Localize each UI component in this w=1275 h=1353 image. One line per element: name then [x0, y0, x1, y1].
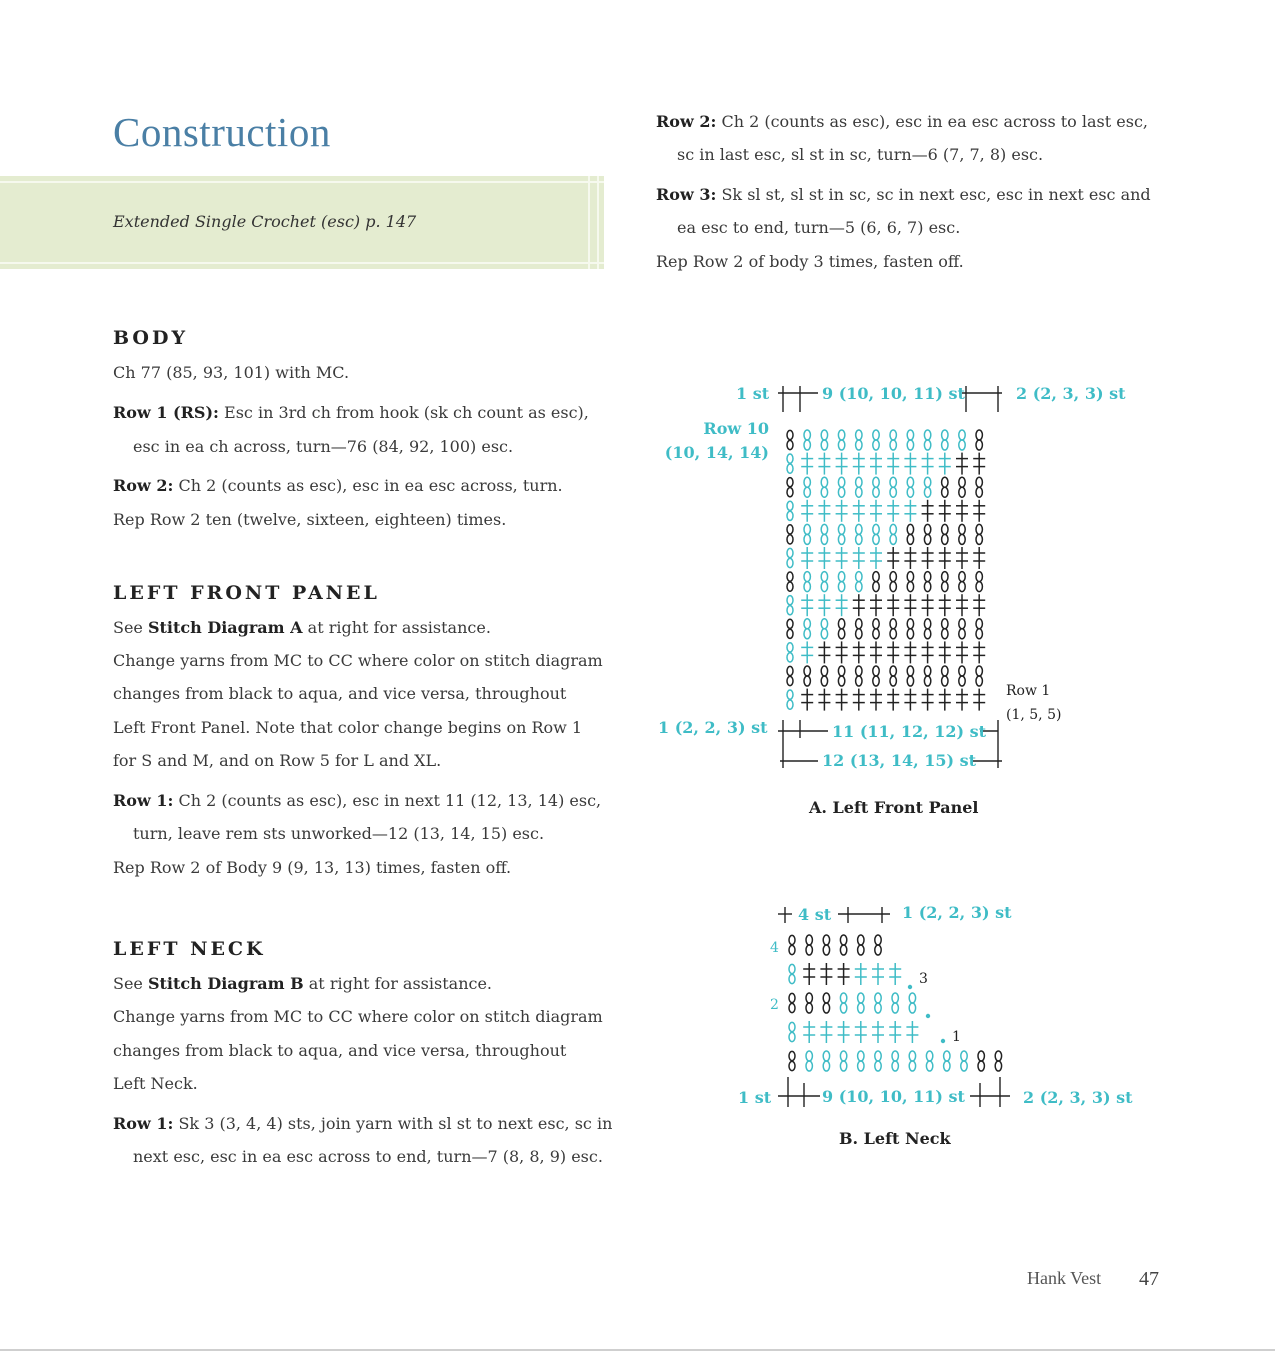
- row-label: Row 1:: [113, 1114, 174, 1133]
- esc-stitch-symbol: [801, 641, 813, 663]
- ln-row1: [113, 1114, 612, 1133]
- esc-stitch-symbol: [818, 547, 830, 569]
- esc-stitch-symbol: [801, 500, 813, 522]
- section-heading-left-front-panel: LEFT FRONT PANEL: [113, 582, 380, 604]
- esc-stitch-symbol: [870, 500, 882, 522]
- esc-stitch-symbol: [804, 477, 810, 497]
- esc-stitch-symbol: [838, 666, 844, 686]
- esc-stitch-symbol: [838, 477, 844, 497]
- esc-stitch-symbol: [838, 619, 844, 639]
- esc-stitch-symbol: [875, 1051, 881, 1071]
- turning-chain-symbol: [787, 596, 793, 615]
- esc-stitch-symbol: [856, 524, 862, 544]
- reference-banner: [0, 176, 604, 269]
- esc-stitch-symbol: [887, 500, 899, 522]
- esc-stitch-symbol: [942, 477, 948, 497]
- turning-chain-symbol: [789, 964, 795, 983]
- rc-row2: [656, 112, 1148, 131]
- esc-stitch-symbol: [922, 547, 934, 569]
- esc-stitch-symbol: [922, 453, 934, 475]
- diagram-b-caption: B. Left Neck: [839, 1129, 951, 1148]
- body-text: Ch 77 (85, 93, 101) with MC.: [113, 363, 350, 382]
- esc-stitch-symbol: [973, 641, 985, 663]
- banner-rule: [588, 176, 590, 269]
- esc-stitch-symbol: [858, 993, 864, 1013]
- section-heading-left-neck: LEFT NECK: [113, 938, 266, 960]
- esc-stitch-symbol: [838, 524, 844, 544]
- esc-stitch-symbol: [872, 1021, 884, 1043]
- row-label: Row 1 (RS):: [113, 403, 219, 422]
- row-text: Ch 2 (counts as esc), esc in ea esc across, turn.: [173, 476, 563, 495]
- esc-stitch-symbol: [939, 453, 951, 475]
- esc-stitch-symbol: [838, 430, 844, 450]
- esc-stitch-symbol: [858, 1051, 864, 1071]
- dim-label: 1 st: [738, 1088, 772, 1107]
- turning-chain-symbol: [787, 690, 793, 709]
- diagram-reference: Stitch Diagram B: [147, 974, 304, 993]
- esc-stitch-symbol: [820, 1021, 832, 1043]
- row-number: 3: [919, 971, 928, 987]
- esc-stitch-symbol: [922, 641, 934, 663]
- esc-stitch-symbol: [873, 524, 879, 544]
- esc-stitch-symbol: [856, 430, 862, 450]
- turning-chain-symbol: [789, 993, 795, 1012]
- turning-chain-symbol: [787, 454, 793, 473]
- esc-stitch-symbol: [806, 1051, 812, 1071]
- esc-stitch-symbol: [821, 477, 827, 497]
- esc-stitch-symbol: [823, 993, 829, 1013]
- esc-stitch-symbol: [836, 641, 848, 663]
- stitch-diagram-a: [640, 370, 1160, 790]
- esc-stitch-symbol: [904, 547, 916, 569]
- turning-chain-symbol: [787, 478, 793, 497]
- slip-stitch-dot: [941, 1039, 945, 1043]
- ln-line: Change yarns from MC to CC where color on stitch diagram: [113, 1007, 603, 1026]
- lfp-see: [113, 618, 491, 637]
- esc-stitch-symbol: [909, 1051, 915, 1071]
- esc-stitch-symbol: [823, 1051, 829, 1071]
- esc-stitch-symbol: [836, 594, 848, 616]
- esc-stitch-symbol: [818, 689, 830, 711]
- ln-see: [113, 974, 492, 993]
- rc-rep: Rep Row 2 of body 3 times, fasten off.: [656, 252, 964, 271]
- turning-chain-symbol: [787, 501, 793, 520]
- esc-stitch-symbol: [956, 500, 968, 522]
- esc-stitch-symbol: [890, 524, 896, 544]
- esc-stitch-symbol: [801, 453, 813, 475]
- diagram-a-caption: A. Left Front Panel: [809, 798, 979, 817]
- esc-stitch-symbol: [889, 1021, 901, 1043]
- turning-chain-symbol: [787, 525, 793, 544]
- body-row1-cont: [133, 437, 513, 456]
- row-label: Row 3:: [656, 185, 717, 204]
- slip-stitch-dot: [926, 1014, 930, 1018]
- esc-stitch-symbol: [976, 619, 982, 639]
- turning-chain-symbol: [787, 619, 793, 638]
- esc-stitch-symbol: [804, 430, 810, 450]
- esc-stitch-symbol: [872, 963, 884, 985]
- see-text: See: [113, 618, 148, 637]
- esc-stitch-symbol: [818, 453, 830, 475]
- esc-stitch-symbol: [906, 1021, 918, 1043]
- body-rep: [113, 510, 506, 529]
- esc-stitch-symbol: [956, 453, 968, 475]
- turning-chain-symbol: [787, 572, 793, 591]
- esc-stitch-symbol: [939, 594, 951, 616]
- body-row2: [113, 476, 563, 495]
- esc-stitch-symbol: [838, 963, 850, 985]
- row-text: Ch 2 (counts as esc), esc in next 11 (12, 13, 14) esc,: [173, 791, 602, 810]
- esc-stitch-symbol: [836, 689, 848, 711]
- banner-note: Extended Single Crochet (esc) p. 147: [113, 212, 417, 231]
- turning-chain-symbol: [789, 1022, 795, 1041]
- lfp-line: for S and M, and on Row 5 for L and XL.: [113, 751, 442, 770]
- esc-stitch-symbol: [875, 935, 881, 955]
- row-text: Rep Row 2 ten (twelve, sixteen, eighteen) times.: [113, 510, 507, 529]
- esc-stitch-symbol: [821, 572, 827, 592]
- esc-stitch-symbol: [892, 993, 898, 1013]
- esc-stitch-symbol: [904, 594, 916, 616]
- row-number: 4: [770, 940, 779, 956]
- esc-stitch-symbol: [909, 993, 915, 1013]
- esc-stitch-symbol: [836, 500, 848, 522]
- esc-stitch-symbol: [806, 935, 812, 955]
- lfp-line: changes from black to aqua, and vice versa, throughout: [113, 684, 567, 703]
- esc-stitch-symbol: [853, 547, 865, 569]
- esc-stitch-symbol: [956, 547, 968, 569]
- dim-label: 2 (2, 3, 3) st: [1016, 384, 1126, 403]
- rc-row3-cont: ea esc to end, turn—5 (6, 6, 7) esc.: [677, 218, 961, 237]
- rc-row3: [656, 185, 1151, 204]
- lfp-row1-cont: turn, leave rem sts unworked—12 (13, 14, 15) esc.: [133, 824, 545, 843]
- esc-stitch-symbol: [924, 572, 930, 592]
- esc-stitch-symbol: [803, 1021, 815, 1043]
- esc-stitch-symbol: [976, 477, 982, 497]
- esc-stitch-symbol: [870, 641, 882, 663]
- esc-stitch-symbol: [942, 524, 948, 544]
- dim-label: 4 st: [798, 905, 832, 924]
- dim-label: 9 (10, 10, 11) st: [822, 384, 965, 403]
- turning-chain-symbol: [787, 666, 793, 685]
- esc-stitch-symbol: [939, 641, 951, 663]
- turning-chain-symbol: [787, 643, 793, 662]
- esc-stitch-symbol: [907, 430, 913, 450]
- esc-stitch-symbol: [887, 453, 899, 475]
- esc-stitch-symbol: [836, 547, 848, 569]
- esc-stitch-symbol: [922, 500, 934, 522]
- esc-stitch-symbol: [803, 963, 815, 985]
- esc-stitch-symbol: [873, 572, 879, 592]
- esc-stitch-symbol: [806, 993, 812, 1013]
- footer-pattern-name: Hank Vest: [1027, 1268, 1102, 1288]
- esc-stitch-symbol: [853, 500, 865, 522]
- esc-stitch-symbol: [907, 572, 913, 592]
- esc-stitch-symbol: [818, 500, 830, 522]
- esc-stitch-symbol: [942, 619, 948, 639]
- slip-stitch-dot: [908, 985, 912, 989]
- body-line: [113, 363, 349, 382]
- esc-stitch-symbol: [956, 641, 968, 663]
- esc-stitch-symbol: [838, 572, 844, 592]
- esc-stitch-symbol: [959, 524, 965, 544]
- esc-stitch-symbol: [855, 963, 867, 985]
- esc-stitch-symbol: [873, 477, 879, 497]
- esc-stitch-symbol: [870, 594, 882, 616]
- esc-stitch-symbol: [801, 594, 813, 616]
- esc-stitch-symbol: [924, 524, 930, 544]
- esc-stitch-symbol: [956, 689, 968, 711]
- dim-label: 2 (2, 3, 3) st: [1023, 1088, 1133, 1107]
- esc-stitch-symbol: [818, 641, 830, 663]
- row-text: Sk 3 (3, 4, 4) sts, join yarn with sl st to next esc, sc in: [173, 1114, 613, 1133]
- esc-stitch-symbol: [973, 453, 985, 475]
- section-heading-body: BODY: [113, 327, 189, 349]
- esc-stitch-symbol: [924, 477, 930, 497]
- esc-stitch-symbol: [907, 666, 913, 686]
- row-label: Row 2:: [113, 476, 174, 495]
- row-text: Sk sl st, sl st in sc, sc in next esc, esc in next esc and: [716, 185, 1151, 204]
- esc-stitch-symbol: [823, 935, 829, 955]
- esc-stitch-symbol: [856, 619, 862, 639]
- esc-stitch-symbol: [978, 1051, 984, 1071]
- see-text: at right for assistance.: [303, 974, 493, 993]
- esc-stitch-symbol: [804, 666, 810, 686]
- esc-stitch-symbol: [973, 594, 985, 616]
- ln-row1-cont: next esc, esc in ea esc across to end, turn—7 (8, 8, 9) esc.: [133, 1147, 603, 1166]
- esc-stitch-symbol: [821, 430, 827, 450]
- esc-stitch-symbol: [907, 477, 913, 497]
- row-text: esc in ea ch across, turn—76 (84, 92, 100) esc.: [133, 437, 514, 456]
- esc-stitch-symbol: [942, 572, 948, 592]
- esc-stitch-symbol: [853, 453, 865, 475]
- esc-stitch-symbol: [922, 594, 934, 616]
- esc-stitch-symbol: [836, 453, 848, 475]
- esc-stitch-symbol: [976, 572, 982, 592]
- see-text: See: [113, 974, 148, 993]
- stitch-diagram-b: [700, 895, 1150, 1120]
- lfp-row1: [113, 791, 601, 810]
- esc-stitch-symbol: [995, 1051, 1001, 1071]
- esc-stitch-symbol: [890, 572, 896, 592]
- esc-stitch-symbol: [804, 524, 810, 544]
- esc-stitch-symbol: [856, 477, 862, 497]
- row-text: Esc in 3rd ch from hook (sk ch count as esc),: [218, 403, 589, 422]
- turning-chain-symbol: [787, 430, 793, 449]
- esc-stitch-symbol: [873, 430, 879, 450]
- esc-stitch-symbol: [887, 689, 899, 711]
- esc-stitch-symbol: [959, 572, 965, 592]
- row-label: Row 1:: [113, 791, 174, 810]
- row-label: Row 10: [703, 419, 769, 438]
- esc-stitch-symbol: [959, 430, 965, 450]
- esc-stitch-symbol: [856, 666, 862, 686]
- esc-stitch-symbol: [956, 594, 968, 616]
- esc-stitch-symbol: [821, 619, 827, 639]
- esc-stitch-symbol: [840, 1051, 846, 1071]
- esc-stitch-symbol: [853, 594, 865, 616]
- esc-stitch-symbol: [858, 935, 864, 955]
- ln-line: changes from black to aqua, and vice versa, throughout: [113, 1041, 567, 1060]
- turning-chain-symbol: [789, 1051, 795, 1070]
- esc-stitch-symbol: [838, 1021, 850, 1043]
- esc-stitch-symbol: [924, 619, 930, 639]
- dim-label: 9 (10, 10, 11) st: [822, 1087, 965, 1106]
- page-bottom-rule: [0, 1349, 1275, 1351]
- esc-stitch-symbol: [976, 666, 982, 686]
- esc-stitch-symbol: [907, 619, 913, 639]
- esc-stitch-symbol: [887, 594, 899, 616]
- esc-stitch-symbol: [890, 430, 896, 450]
- esc-stitch-symbol: [976, 524, 982, 544]
- row-label: (10, 14, 14): [664, 443, 769, 462]
- row-text: Ch 2 (counts as esc), esc in ea esc across to last esc,: [716, 112, 1149, 131]
- stitch-grid-b: [789, 935, 1002, 1071]
- lfp-line: Change yarns from MC to CC where color on stitch diagram: [113, 651, 603, 670]
- row-label: (1, 5, 5): [1006, 707, 1062, 723]
- esc-stitch-symbol: [924, 430, 930, 450]
- diagram-reference: Stitch Diagram A: [147, 618, 303, 637]
- esc-stitch-symbol: [892, 1051, 898, 1071]
- row-label: Row 1: [1006, 683, 1051, 699]
- esc-stitch-symbol: [959, 619, 965, 639]
- esc-stitch-symbol: [926, 1051, 932, 1071]
- esc-stitch-symbol: [804, 572, 810, 592]
- dim-label: 11 (11, 12, 12) st: [832, 722, 987, 741]
- esc-stitch-symbol: [973, 689, 985, 711]
- esc-stitch-symbol: [818, 594, 830, 616]
- esc-stitch-symbol: [959, 477, 965, 497]
- esc-stitch-symbol: [801, 547, 813, 569]
- page-title: Construction: [113, 109, 331, 155]
- esc-stitch-symbol: [890, 619, 896, 639]
- dim-label: 1 (2, 2, 3) st: [902, 903, 1012, 922]
- lfp-rep: Rep Row 2 of Body 9 (9, 13, 13) times, fasten off.: [113, 858, 512, 877]
- esc-stitch-symbol: [840, 993, 846, 1013]
- esc-stitch-symbol: [840, 935, 846, 955]
- esc-stitch-symbol: [853, 689, 865, 711]
- rc-row2-cont: sc in last esc, sl st in sc, turn—6 (7, 7, 8) esc.: [677, 145, 1044, 164]
- stitch-grid-a: [787, 430, 985, 711]
- esc-stitch-symbol: [804, 619, 810, 639]
- esc-stitch-symbol: [821, 524, 827, 544]
- esc-stitch-symbol: [904, 689, 916, 711]
- dim-label: 12 (13, 14, 15) st: [822, 751, 977, 770]
- esc-stitch-symbol: [820, 963, 832, 985]
- turning-chain-symbol: [789, 935, 795, 954]
- esc-stitch-symbol: [942, 666, 948, 686]
- esc-stitch-symbol: [890, 477, 896, 497]
- body-row1: [113, 403, 589, 422]
- esc-stitch-symbol: [976, 430, 982, 450]
- ln-line: Left Neck.: [113, 1074, 198, 1093]
- esc-stitch-symbol: [939, 689, 951, 711]
- esc-stitch-symbol: [924, 666, 930, 686]
- esc-stitch-symbol: [801, 689, 813, 711]
- see-text: at right for assistance.: [302, 618, 491, 637]
- dim-label: 1 (2, 2, 3) st: [658, 718, 768, 737]
- esc-stitch-symbol: [922, 689, 934, 711]
- row-label: Row 2:: [656, 112, 717, 131]
- esc-stitch-symbol: [942, 430, 948, 450]
- esc-stitch-symbol: [873, 666, 879, 686]
- esc-stitch-symbol: [821, 666, 827, 686]
- esc-stitch-symbol: [875, 993, 881, 1013]
- page-number: 47: [1139, 1268, 1159, 1290]
- esc-stitch-symbol: [890, 666, 896, 686]
- esc-stitch-symbol: [939, 500, 951, 522]
- esc-stitch-symbol: [887, 641, 899, 663]
- row-number: 1: [952, 1029, 961, 1045]
- esc-stitch-symbol: [973, 547, 985, 569]
- turning-chain-symbol: [787, 548, 793, 567]
- esc-stitch-symbol: [961, 1051, 967, 1071]
- lfp-line: Left Front Panel. Note that color change begins on Row 1: [113, 718, 583, 737]
- esc-stitch-symbol: [904, 453, 916, 475]
- esc-stitch-symbol: [939, 547, 951, 569]
- esc-stitch-symbol: [870, 547, 882, 569]
- esc-stitch-symbol: [907, 524, 913, 544]
- esc-stitch-symbol: [944, 1051, 950, 1071]
- dim-label: 1 st: [736, 384, 770, 403]
- esc-stitch-symbol: [904, 641, 916, 663]
- esc-stitch-symbol: [973, 500, 985, 522]
- esc-stitch-symbol: [870, 689, 882, 711]
- esc-stitch-symbol: [855, 1021, 867, 1043]
- esc-stitch-symbol: [889, 963, 901, 985]
- esc-stitch-symbol: [853, 641, 865, 663]
- esc-stitch-symbol: [856, 572, 862, 592]
- esc-stitch-symbol: [870, 453, 882, 475]
- esc-stitch-symbol: [959, 666, 965, 686]
- row-number: 2: [770, 997, 779, 1013]
- esc-stitch-symbol: [873, 619, 879, 639]
- esc-stitch-symbol: [887, 547, 899, 569]
- esc-stitch-symbol: [904, 500, 916, 522]
- banner-rule: [597, 176, 599, 269]
